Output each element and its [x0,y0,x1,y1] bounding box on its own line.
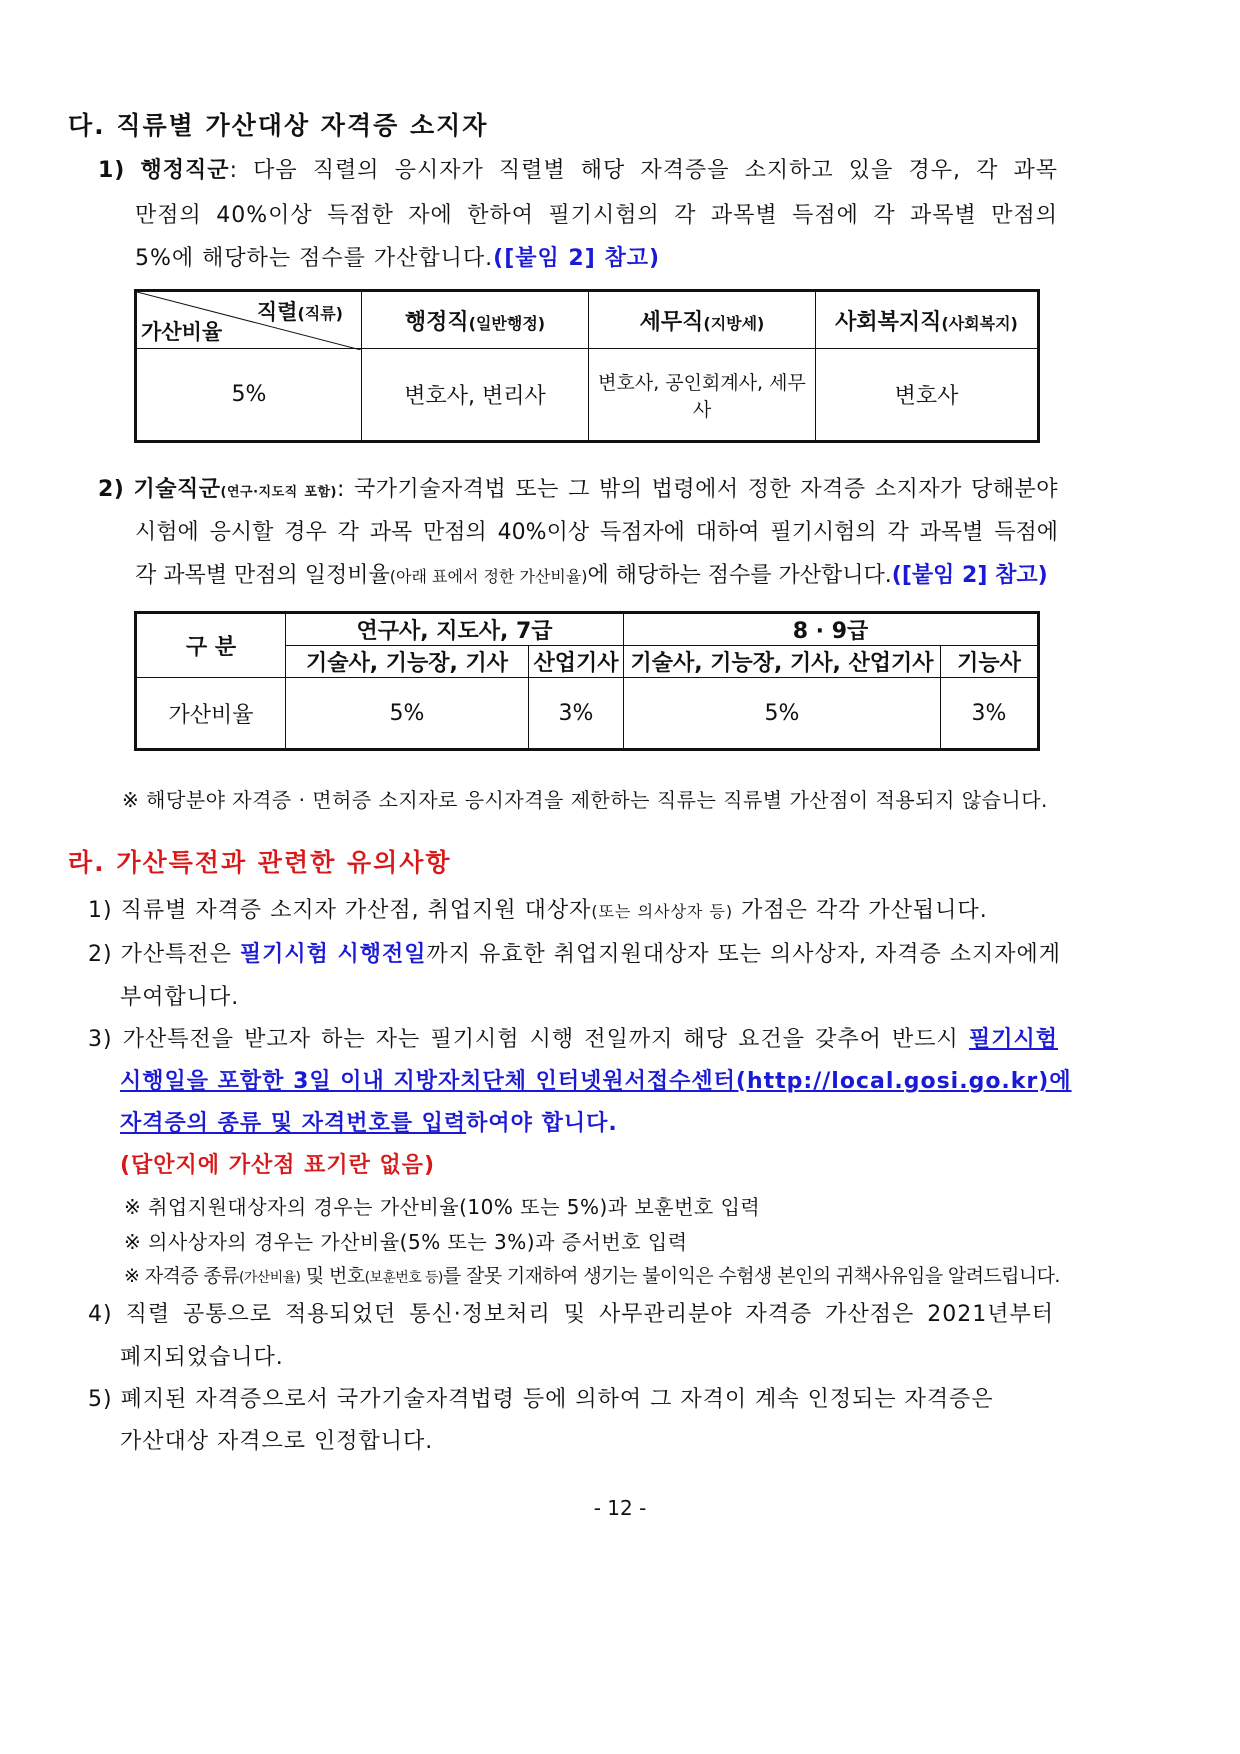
item1-ref: ([붙임 2] 참고) [493,246,661,271]
item2-line1 [98,472,1058,503]
ra-item2-line1: 2) 가산특전은 필기시험 시행전일까지 유효한 취업지원대상자 또는 의사상자, 자격증 소지자에게 [88,942,1062,967]
ra-item3-highlight1: 필기시험 [968,1027,1058,1052]
section-da-title: 다. 직류별 가산대상 자격증 소지자 [68,111,489,140]
item1-line3-text: 5%에 해당하는 점수를 가산합니다. [135,246,494,271]
table1-corner-top: 직렬(직류) [256,300,343,324]
item2-line3 [135,558,1055,589]
ra-sub-note-1: ※ 취업지원대상자의 경우는 가산비율(10% 또는 5%)과 보훈번호 입력 [124,1195,761,1219]
table2-sub-0: 기술사, 기능장, 기사 [286,646,529,678]
table1-corner-bottom: 가산비율 [141,320,223,344]
table-tech-rates [134,611,1040,751]
item1-num: 1) [98,158,126,183]
table1-cell-admin: 변호사, 변리사 [362,349,589,442]
item2-line3-small: (아래 표에서 정한 가산비율) [389,567,588,586]
item1-line2 [135,198,1058,229]
table2-value-0: 5% [286,678,529,750]
item2-line2-text: 시험에 응시할 경우 각 과목 만점의 40%이상 득점자에 대하여 필기시험의 각 과목별 득점에 [135,520,1058,545]
ra-item5-line1: 5) 폐지된 자격증으로서 국가기술자격법령 등에 의하여 그 자격이 계속 인정되는 자격증은 [88,1387,994,1412]
section-ra-title: 라. 가산특전과 관련한 유의사항 [68,848,452,877]
table1-cell-tax: 변호사, 공인회계사, 세무사 [589,349,816,442]
ra-item3-red-note: (답안지에 가산점 표기란 없음) [120,1153,436,1178]
table1-header-welfare: 사회복지직(사회복지) [816,291,1039,349]
table2-value-3: 3% [941,678,1039,750]
ra-item1: 1) 직류별 자격증 소지자 가산점, 취업지원 대상자(또는 의사상자 등) 가점은 각각 가산됩니다. [88,898,988,923]
item2-label: 기술직군 [133,477,221,502]
ra-sub-note-2: ※ 의사상자의 경우는 가산비율(5% 또는 3%)과 증서번호 입력 [124,1230,688,1254]
item1-line1-text: : 다음 직렬의 응시자가 직렬별 해당 자격증을 소지하고 있을 경우, 각 과목 [229,158,1059,183]
table1-header-tax: 세무직(지방세) [589,291,816,349]
ra-item3-line1: 3) 가산특전을 받고자 하는 자는 필기시험 시행 전일까지 해당 요건을 갖추어 반드시 필기시험 [88,1027,1058,1052]
item1-line2-text: 만점의 40%이상 득점한 자에 한하여 필기시험의 각 과목별 득점에 각 과목별 만점의 [135,203,1058,228]
table2-sub-1: 산업기사 [529,646,624,678]
ra-item2-line2: 부여합니다. [120,985,240,1010]
table1-cell-welfare: 변호사 [816,349,1039,442]
item2-line2 [135,515,1058,546]
section-da-note: ※ 해당분야 자격증 · 면허증 소지자로 응시자격을 제한하는 직류는 직류별 가산점이 적용되지 않습니다. [122,788,1048,812]
ra-item4-line1: 4) 직렬 공통으로 적용되었던 통신·정보처리 및 사무관리분야 자격증 가산점은 2021년부터 [88,1302,1054,1327]
item2-line3-b: 에 해당하는 점수를 가산합니다. [587,563,892,588]
ra-item5-line2: 가산대상 자격으로 인정합니다. [120,1429,434,1454]
ra-item1-small: (또는 의사상자 등) [591,902,734,921]
ra-sub-note-3: ※ 자격증 종류(가산비율) 및 번호(보훈번호 등)를 잘못 기재하여 생기는 불이익은 수험생 본인의 귀책사유임을 알려드립니다. [124,1265,1060,1287]
item1-line3 [135,241,660,272]
ra-item3-line2: 시행일을 포함한 3일 이내 지방자치단체 인터넷원서접수센터(http://local.gosi.go.kr)에 [120,1069,1072,1094]
table2-col0-header: 구 분 [136,613,286,678]
item1-label: 행정직군 [140,158,230,183]
ra-item3-line3: 자격증의 종류 및 자격번호를 입력하여야 합니다. [120,1111,618,1136]
item2-ref: ([붙임 2] 참고) [891,563,1048,588]
table1-header-admin: 행정직(일반행정) [362,291,589,349]
ra-item2-highlight: 필기시험 시행전일 [239,942,427,967]
table2-group2-header: 8 · 9급 [624,613,1039,646]
item2-num: 2) [98,477,125,502]
table2-group1-header: 연구사, 지도사, 7급 [286,613,624,646]
ra-item4-line2: 폐지되었습니다. [120,1345,284,1370]
ra-item3-underlined: 자격증의 종류 및 자격번호를 입력 [120,1111,467,1136]
item2-label-small: (연구·지도직 포함) [220,485,337,500]
item1-line1 [98,153,1058,184]
table2-sub-2: 기술사, 기능장, 기사, 산업기사 [624,646,941,678]
item2-line3-a: 각 과목별 만점의 일정비율 [135,563,390,588]
item2-line1-text: : 국가기술자격법 또는 그 밖의 법령에서 정한 자격증 소지자가 당해분야 [336,477,1058,502]
table-admin-rates [134,289,1040,443]
table2-value-2: 5% [624,678,941,750]
table1-corner-cell [136,291,362,349]
page-number: - 12 - [593,1496,647,1520]
table2-row-label: 가산비율 [136,678,286,750]
table1-rate: 5% [136,349,362,442]
table2-sub-3: 기능사 [941,646,1039,678]
table2-value-1: 3% [529,678,624,750]
